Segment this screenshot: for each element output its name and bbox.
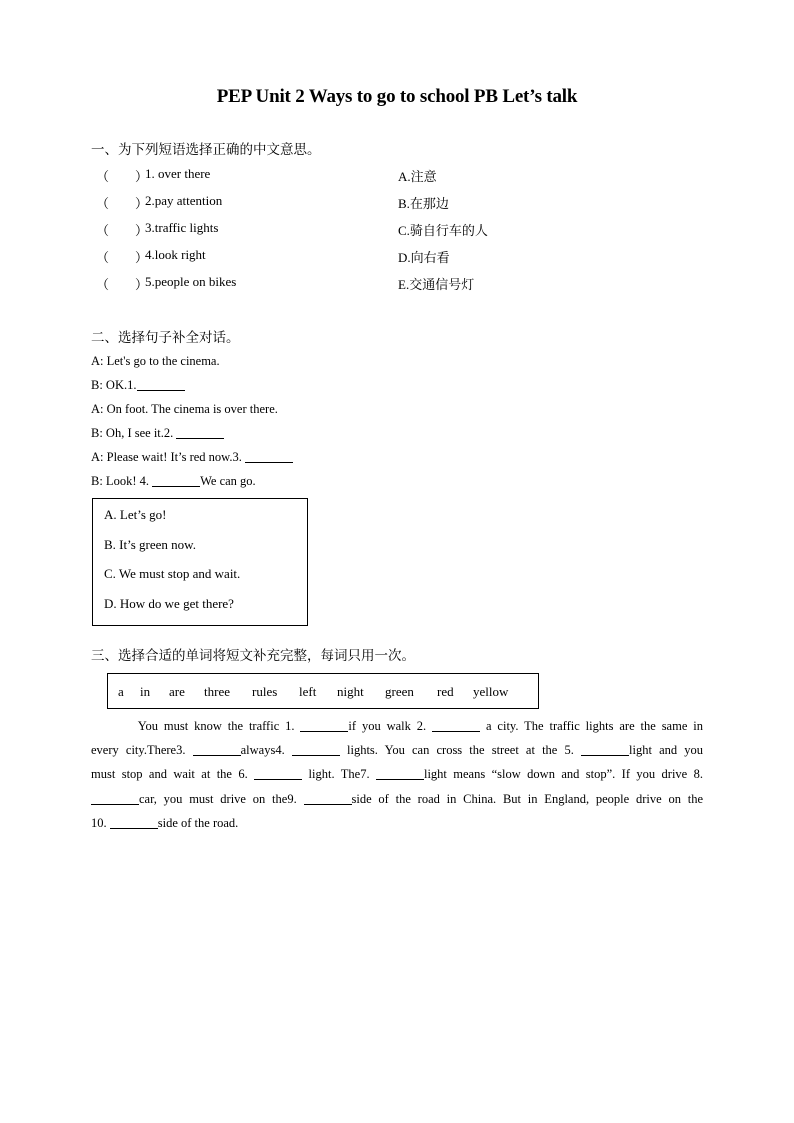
dialogue-line: [91, 354, 220, 369]
matching-row: [96, 166, 596, 184]
word-bank-item: three: [204, 684, 230, 699]
dialogue-text: A: On foot. The cinema is over there.: [91, 402, 278, 416]
matching-term: 1. over there: [145, 166, 211, 181]
word-bank-item: red: [437, 684, 454, 699]
answer-blank[interactable]: [254, 767, 302, 780]
dialogue-line: [91, 426, 224, 441]
matching-option: C.骑自行车的人: [398, 223, 488, 238]
answer-blank[interactable]: [292, 743, 340, 756]
answer-blank[interactable]: [245, 450, 293, 463]
passage-line: [91, 719, 703, 734]
dialogue-line: [91, 450, 293, 465]
word-bank-box: [107, 673, 539, 709]
passage-line: [91, 816, 703, 831]
answer-blank[interactable]: [581, 743, 629, 756]
passage-text: must stop and wait at the 6.: [91, 767, 255, 781]
passage-text: if you walk 2.: [348, 719, 433, 733]
answer-blank[interactable]: [137, 378, 185, 391]
word-bank-item: yellow: [473, 684, 509, 699]
answer-blank[interactable]: [304, 792, 352, 805]
passage-text: light. The7.: [302, 767, 376, 781]
matching-row: [96, 193, 596, 211]
passage-text: car, you must drive on the9.: [139, 792, 304, 806]
sentence-option: C. We must stop and wait.: [104, 566, 241, 581]
word-bank-item: are: [169, 684, 185, 699]
matching-option: D.向右看: [398, 250, 450, 265]
dialogue-line: [91, 378, 185, 393]
dialogue-text: B: OK.1.: [91, 378, 137, 392]
dialogue-text-after-blank: We can go.: [200, 474, 256, 488]
matching-term: 4.look right: [145, 247, 206, 262]
answer-blank[interactable]: [300, 719, 348, 732]
answer-blank[interactable]: [432, 719, 480, 732]
passage-text: 10.: [91, 816, 110, 830]
matching-row: [96, 220, 596, 238]
passage-text: always4.: [240, 743, 292, 757]
passage-line: [91, 792, 703, 807]
sentence-option: B. It’s green now.: [104, 537, 196, 552]
passage-text: every city.There3.: [91, 743, 193, 757]
answer-blank[interactable]: [193, 743, 241, 756]
passage-text: You must know the traffic 1.: [91, 719, 301, 733]
dialogue-text: B: Look! 4.: [91, 474, 149, 488]
matching-option: E.交通信号灯: [398, 277, 475, 292]
answer-parentheses[interactable]: （ ）: [96, 223, 149, 238]
dialogue-text: A: Please wait! It’s red now.3.: [91, 450, 242, 464]
dialogue-text: A: Let's go to the cinema.: [91, 354, 220, 368]
word-bank-item: a: [118, 684, 124, 699]
word-bank-item: left: [299, 684, 317, 699]
matching-option: A.注意: [398, 169, 437, 184]
answer-blank[interactable]: [110, 816, 158, 829]
passage-text: light and you: [629, 743, 704, 757]
page-title: PEP Unit 2 Ways to go to school PB Let’s talk: [216, 86, 578, 107]
sentence-option: D. How do we get there?: [104, 596, 234, 611]
matching-term: 5.people on bikes: [145, 274, 237, 289]
passage-text: side of the road in China. But in England, people drive on the: [351, 792, 704, 806]
dialogue-text: B: Oh, I see it.2.: [91, 426, 174, 440]
sentence-options-box: [92, 498, 308, 626]
answer-blank[interactable]: [176, 426, 224, 439]
answer-blank[interactable]: [376, 767, 424, 780]
word-bank-item: green: [385, 684, 414, 699]
passage-text: lights. You can cross the street at the 5.: [339, 743, 582, 757]
answer-blank[interactable]: [152, 474, 200, 487]
section2-heading: 二、选择句子补全对话。: [91, 330, 240, 346]
answer-parentheses[interactable]: （ ）: [96, 250, 149, 265]
passage-text: a city. The traffic lights are the same in: [480, 719, 703, 733]
answer-parentheses[interactable]: （ ）: [96, 277, 149, 292]
matching-term: 3.traffic lights: [145, 220, 219, 235]
section3-heading: 三、选择合适的单词将短文补充完整，每词只用一次。: [91, 648, 415, 664]
matching-row: [96, 247, 596, 265]
sentence-option: A. Let’s go!: [104, 507, 167, 522]
answer-parentheses[interactable]: （ ）: [96, 169, 149, 184]
passage-text: side of the road.: [157, 816, 239, 830]
matching-option: B.在那边: [398, 196, 449, 211]
section1-heading: 一、为下列短语选择正确的中文意思。: [91, 142, 321, 158]
matching-row: [96, 274, 596, 292]
word-bank-item: in: [140, 684, 151, 699]
passage-text: light means “slow down and stop”. If you drive 8.: [423, 767, 703, 781]
passage-line: [91, 767, 703, 782]
passage-line: [91, 743, 703, 758]
word-bank-item: rules: [252, 684, 278, 699]
word-bank-item: night: [337, 684, 364, 699]
answer-parentheses[interactable]: （ ）: [96, 196, 149, 211]
answer-blank[interactable]: [91, 792, 139, 805]
dialogue-line: [91, 474, 256, 489]
dialogue-line: [91, 402, 278, 417]
matching-term: 2.pay attention: [145, 193, 223, 208]
